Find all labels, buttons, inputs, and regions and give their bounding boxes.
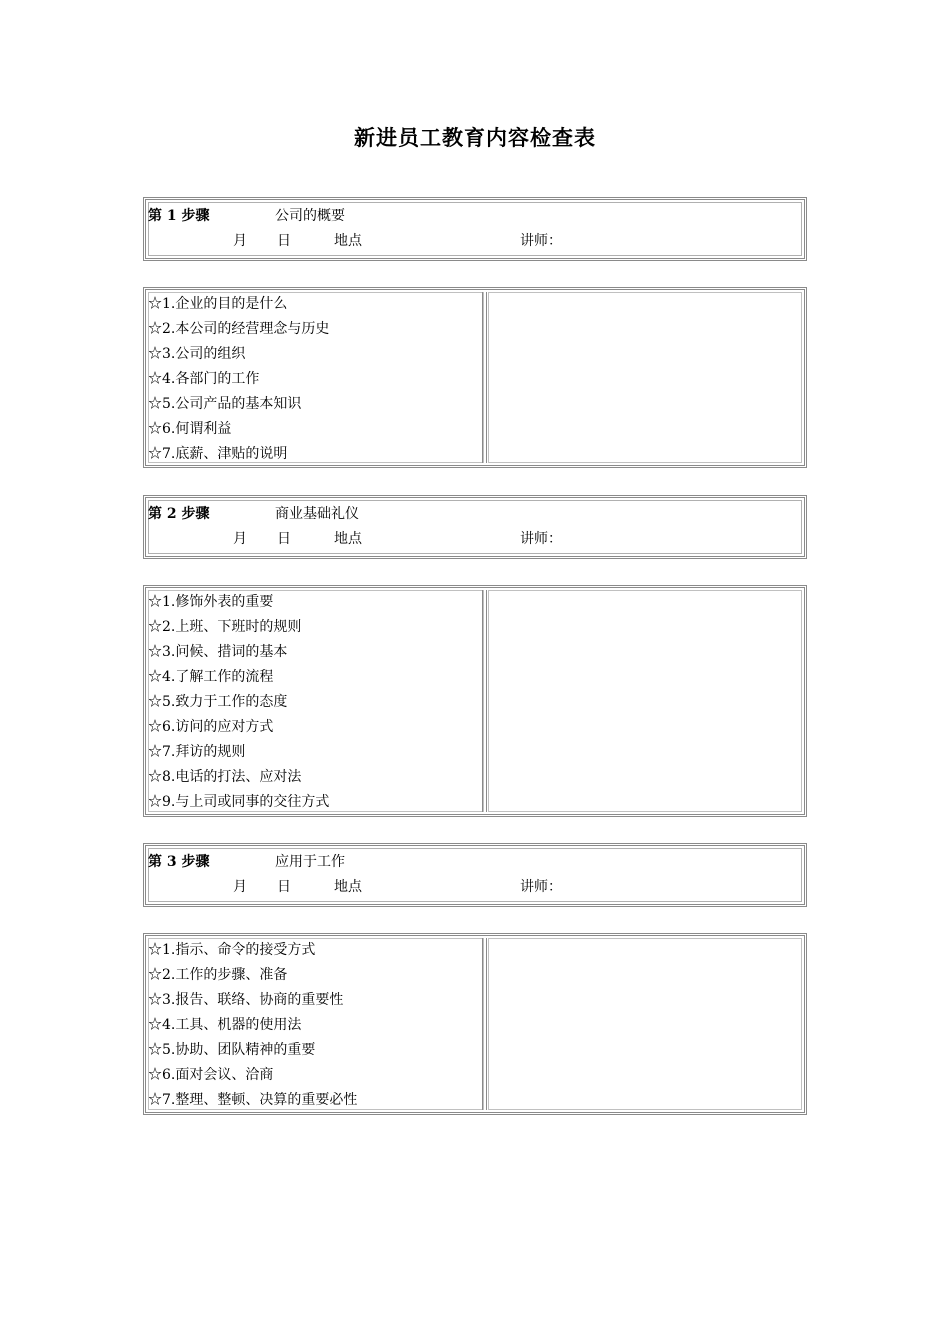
list-item: ☆7.拜访的规则 [148,744,246,760]
list-item: ☆2.工作的步骤、准备 [148,967,288,983]
step-1-label: 第 1 步骤 [148,208,210,224]
list-item: ☆4.各部门的工作 [148,371,260,387]
step-3-lecturer: 讲师： [520,879,562,895]
list-item: ☆1.修饰外表的重要 [148,594,274,610]
step-2-label: 第 2 步骤 [148,506,210,522]
step-2-month: 月 [233,531,247,547]
step-3-label: 第 3 步骤 [148,854,210,870]
list-item: ☆8.电话的打法、应对法 [148,769,302,785]
step-3-topic: 应用于工作 [275,854,345,870]
step-3-day: 日 [277,879,291,895]
column-divider [482,292,487,463]
list-item: ☆6.何谓利益 [148,421,232,437]
list-item: ☆3.问候、措词的基本 [148,644,288,660]
list-item: ☆2.上班、下班时的规则 [148,619,302,635]
step-2-day: 日 [277,531,291,547]
list-item: ☆1.指示、命令的接受方式 [148,942,316,958]
step-2-header [143,495,807,559]
step-2-place: 地点 [334,531,362,547]
step-3-content [143,933,807,1115]
list-item: ☆3.公司的组织 [148,346,246,362]
list-item: ☆5.公司产品的基本知识 [148,396,302,412]
step-1-item-list [148,292,484,463]
step-1-notes-cell[interactable] [488,292,802,463]
list-item: ☆6.面对会议、洽商 [148,1067,274,1083]
step-1-lecturer: 讲师： [520,233,562,249]
list-item: ☆2.本公司的经营理念与历史 [148,321,330,337]
list-item: ☆1.企业的目的是什么 [148,296,288,312]
step-2-notes-cell[interactable] [488,590,802,812]
step-1-place: 地点 [334,233,362,249]
step-3-place: 地点 [334,879,362,895]
step-2-item-list [148,590,484,812]
list-item: ☆6.访问的应对方式 [148,719,274,735]
step-3-header [143,843,807,907]
list-item: ☆9.与上司或同事的交往方式 [148,794,330,810]
list-item: ☆7.底薪、津贴的说明 [148,446,288,462]
list-item: ☆5.致力于工作的态度 [148,694,288,710]
step-3-month: 月 [233,879,247,895]
step-3-item-list [148,938,484,1110]
column-divider [482,590,487,812]
step-1-day: 日 [277,233,291,249]
step-1-month: 月 [233,233,247,249]
step-1-content [143,287,807,468]
column-divider [482,938,487,1110]
list-item: ☆4.工具、机器的使用法 [148,1017,302,1033]
page-title: 新进员工教育内容检查表 [354,125,596,150]
step-2-topic: 商业基础礼仪 [275,506,359,522]
step-2-lecturer: 讲师： [520,531,562,547]
step-1-header [143,197,807,261]
list-item: ☆7.整理、整顿、决算的重要必性 [148,1092,358,1108]
list-item: ☆5.协助、团队精神的重要 [148,1042,316,1058]
step-2-content [143,585,807,817]
list-item: ☆3.报告、联络、协商的重要性 [148,992,344,1008]
step-1-topic: 公司的概要 [275,208,345,224]
step-3-notes-cell[interactable] [488,938,802,1110]
list-item: ☆4.了解工作的流程 [148,669,274,685]
